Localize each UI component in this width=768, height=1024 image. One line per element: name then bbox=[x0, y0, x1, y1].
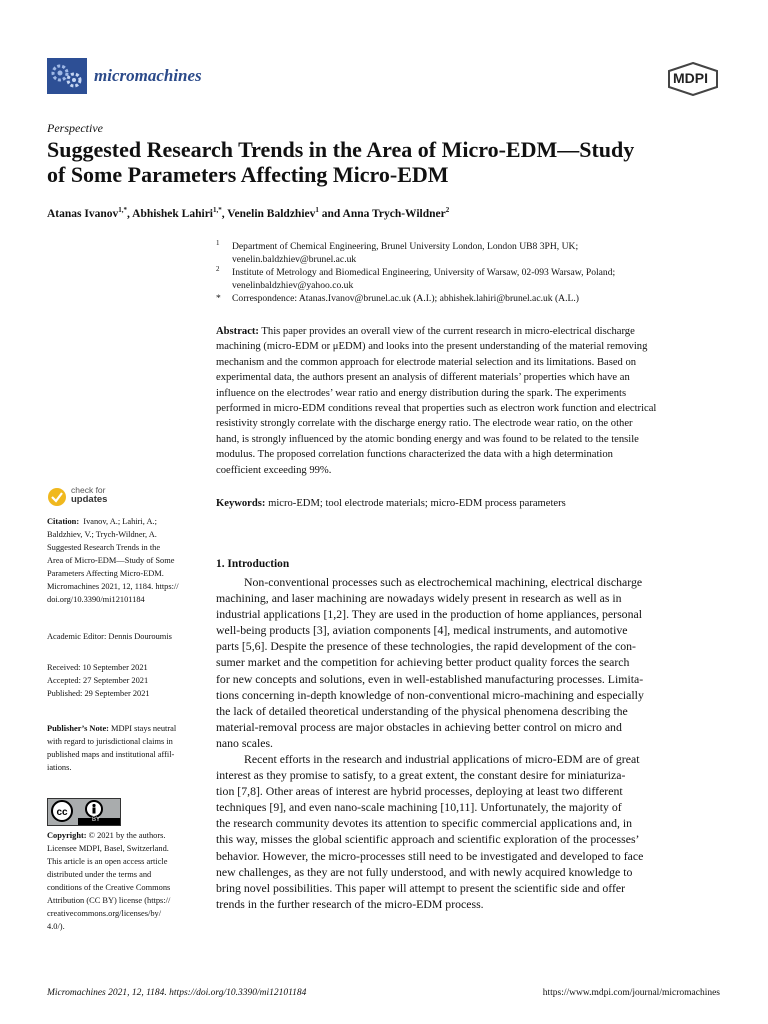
published-date: Published: 29 September 2021 bbox=[47, 689, 150, 698]
author[interactable]: Anna Trych-Wildner$^2$ bbox=[342, 206, 450, 220]
check-for-updates[interactable]: check for updates bbox=[47, 486, 127, 510]
publisher-note: Publisher’s Note: MDPI stays neutral with regard to jurisdictional claims in published maps and institutional affil- iations. bbox=[47, 724, 177, 772]
title-line-1: Suggested Research Trends in the Area of Micro-EDM—Study bbox=[47, 137, 635, 162]
copyright-block: Copyright: © 2021 by the authors. Licensee MDPI, Basel, Switzerland. This article is an open access article distributed under the terms and conditions of the Creative Commons Attribution (CC BY) license (https:// creativecommons.org/licenses/by/ 4.0/). bbox=[47, 831, 171, 931]
publisher-name: MDPI bbox=[673, 70, 708, 86]
author[interactable]: Atanas Ivanov$^{1,*}$ bbox=[47, 206, 128, 220]
author[interactable]: Abhishek Lahiri$^{1,*}$ bbox=[132, 206, 222, 220]
received-date: Received: 10 September 2021 bbox=[47, 663, 148, 672]
affiliations bbox=[216, 240, 736, 305]
cc-by-icon bbox=[48, 799, 120, 825]
academic-editor: Academic Editor: Dennis Douroumis bbox=[47, 632, 172, 641]
abstract: Abstract: This paper provides an overall view of the current research in micro-electrical discharge machining (micro-EDM or μEDM) and looks into the present understanding of the material removing mechanism and the common approach for electrode material selection and its limitations. Based on experimental data, the authors present an analysis of different materials’ properties which have an influence on the electrodes’ wear ratio and energy distribution during the spark. The experiments performed in micro-EDM conditions reveal that properties such as electron work function and electrical resistivity strongly correlate with the discharge energy ratio. The electrode wear ratio, on the other hand, is strongly influenced by the atomic bonding energy and was found to be related to the tensile modulus. The proposed correlation functions characterized the data with a high determination coefficient exceeding 99%. bbox=[216, 326, 657, 476]
accepted-date: Accepted: 27 September 2021 bbox=[47, 676, 149, 685]
citation-block: Citation: Ivanov, A.; Lahiri, A.; Baldzhiev, V.; Trych-Wildner, A. Suggested Research Trends in the Area of Micro-EDM—Study of Some Parameters Affecting Micro-EDM. Micromachines 2021, 12, 1184. https:// doi.org/10.3390/mi12101184 bbox=[47, 517, 179, 604]
article-title bbox=[47, 137, 737, 187]
keywords: Keywords: micro-EDM; tool electrode materials; micro-EDM process parameters bbox=[216, 498, 566, 509]
intro-paragraph-1: Non-conventional processes such as electrochemical machining, electrical discharge machining, and laser machining are nowadays widely present in research as well as in industrial applications [1,2]. They are used in the production of home appliances, personal well-being products [3], aviation components [4], medical instruments, and automotive parts [5,6]. Despite the presence of these technologies, the rapid development of the con- sumer market and the competition for achieving better product quality forces the search for new concepts and solutions, even in well-established manufacturing processes. Limita- tions concerning in-depth knowledge of non-conventional micro-machining and especially the lack of detailed theoretical understanding of the physical phenomena describing the material-removal process are major obstacles in achieving better control on micro and nano scales. bbox=[216, 575, 644, 750]
abstract-label: Abstract: bbox=[216, 326, 259, 337]
correspondence: * Correspondence: Atanas.Ivanov@brunel.ac.uk (A.I.); abhishek.lahiri@brunel.ac.uk (A.L.) bbox=[216, 293, 579, 304]
affiliation-2: 2 Institute of Metrology and Biomedical Engineering, University of Warsaw, 02-093 Warsaw, Poland; venelinbaldzhiev@yahoo.co.uk bbox=[216, 265, 616, 291]
title-line-2: of Some Parameters Affecting Micro-EDM bbox=[47, 162, 449, 187]
dates bbox=[47, 661, 150, 700]
cc-license-badge[interactable]: cc BY bbox=[47, 798, 121, 826]
author[interactable]: Venelin Baldzhiev$^1$ bbox=[227, 206, 319, 220]
affiliation-1: 1 Department of Chemical Engineering, Brunel University London, London UB8 3PH, UK; venelin.baldzhiev@brunel.ac.uk bbox=[216, 239, 579, 265]
keywords-label: Keywords: bbox=[216, 498, 266, 509]
intro-paragraph-2: Recent efforts in the research and industrial applications of micro-EDM are of great interest as they promise to satisfy, to a great extent, the constant desire for miniaturiza- tion [7,8]. Other areas of interest are hybrid processes, deploying at least two different techniques [9], and even nano-scale machining [10,11]. Unfortunately, the majority of the research community devotes its attention to specific commercial applications and, in this way, misses the global scientific approach and scientific exploration of the processes’ behavior. However, the micro-processes still need to be investigated and developed to face new challenges, as they are not fully understood, and with newly acquired knowledge to bring novel possibilities. This paper will attempt to present the scientific side and offer trends in the further research of the micro-EDM process. bbox=[216, 752, 644, 911]
publisher-logo[interactable] bbox=[667, 62, 719, 96]
section-heading: 1. Introduction bbox=[216, 558, 290, 570]
check-updates-icon bbox=[47, 487, 67, 507]
footer-citation[interactable]: Micromachines 2021, 12, 1184. https://doi.org/10.3390/mi12101184 bbox=[47, 988, 307, 998]
journal-logo[interactable] bbox=[47, 58, 87, 94]
gears-icon bbox=[47, 58, 87, 94]
footer-journal-url[interactable]: https://www.mdpi.com/journal/micromachines bbox=[542, 988, 720, 998]
journal-name: micromachines bbox=[94, 66, 202, 85]
article-type: Perspective bbox=[47, 121, 103, 135]
svg-text:cc: cc bbox=[56, 807, 68, 818]
author-list: Atanas Ivanov$^{1,*}$, Abhishek Lahiri$^{1,*}$, Venelin Baldzhiev$^1$ and Anna Trych-Wildner$^2$ bbox=[47, 206, 450, 220]
